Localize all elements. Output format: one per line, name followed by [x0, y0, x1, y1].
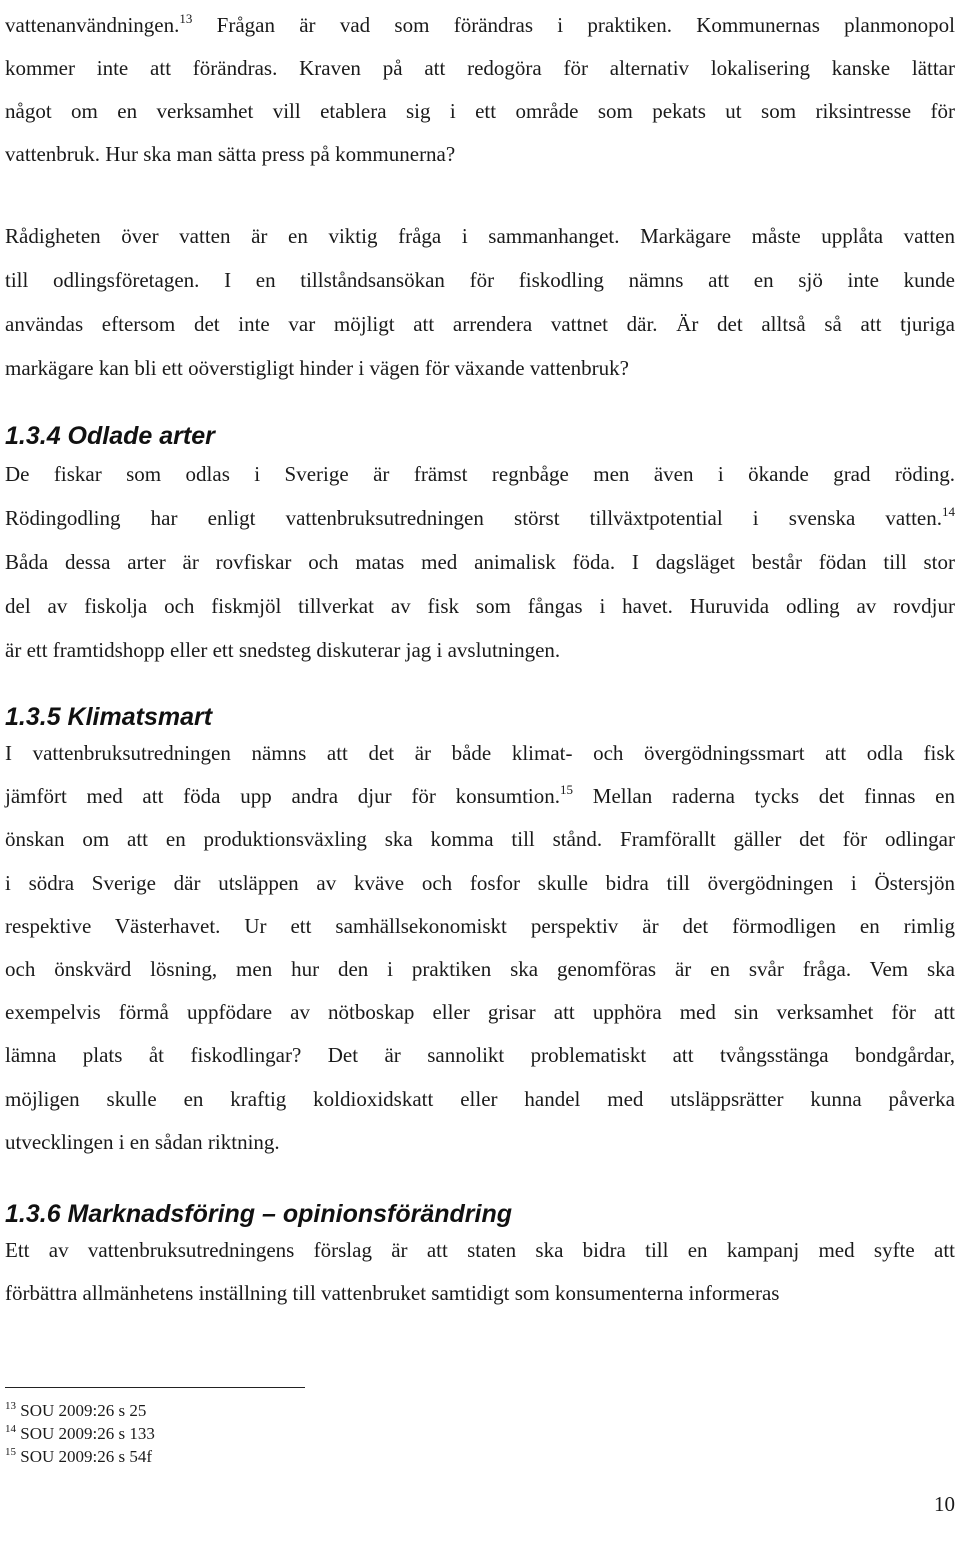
text-line: [5, 258, 955, 302]
text-run: i södra Sverige där utsläppen av kväve och fosfor skulle bidra till övergödningen i Östersjön: [5, 870, 955, 895]
text-run: Båda dessa arter är rovfiskar och matas med animalisk föda. I dagsläget består födan till stor: [5, 550, 955, 574]
text-line: [5, 775, 955, 818]
paragraph-water-rights: [5, 214, 955, 390]
text-line: [5, 1121, 955, 1164]
footnote-14: $^{14}$ SOU 2009:26 s 133: [5, 1423, 155, 1443]
text-run: något om en verksamhet vill etablera sig i ett område som pekats ut som riksintresse för: [5, 99, 955, 123]
text-run: önskan om att en produktionsväxling ska komma till stånd. Framförallt gäller det för odlingar: [5, 827, 955, 852]
text-run: utvecklingen i en sådan riktning.: [5, 1129, 280, 1154]
text-line: [5, 905, 955, 948]
footnote-ref: 15: [560, 782, 574, 798]
text-run: Rödingodling har enligt vattenbruksutredningen störst tillväxtpotential i svenska vatten.: [5, 506, 942, 530]
text-run: Ett av vattenbruksutredningens förslag är att staten ska bidra till en kampanj med syfte att: [5, 1238, 955, 1262]
paragraph-planning: [5, 4, 955, 176]
text-line: [5, 818, 955, 861]
text-line: [5, 1272, 955, 1315]
text-run: I vattenbruksutredningen nämns att det är både klimat- och övergödningssmart att odla fisk: [5, 741, 955, 765]
text-line: [5, 47, 955, 90]
heading-marknadsforing: 1.3.6 Marknadsföring – opinionsförändring: [5, 1200, 513, 1228]
text-line: [5, 346, 955, 390]
text-run: kommer inte att förändras. Kraven på att redogöra för alternativ lokalisering kanske lättar: [5, 56, 955, 80]
text-run: Rådigheten över vatten är en viktig fråga i sammanhanget. Markägare måste upplåta vatten: [5, 224, 955, 248]
heading-klimatsmart: 1.3.5 Klimatsmart: [5, 703, 213, 731]
heading-odlade-arter: 1.3.4 Odlade arter: [5, 422, 215, 450]
text-run: Frågan är vad som förändras i praktiken. Kommunernas planmonopol: [192, 13, 955, 37]
text-line: [5, 496, 955, 540]
text-line: [5, 214, 955, 258]
paragraph-marketing: [5, 1229, 955, 1315]
text-run: markägare kan bli ett oöverstigligt hinder i vägen för växande vattenbruk?: [5, 356, 629, 380]
text-run: Mellan raderna tycks det finnas en: [573, 784, 955, 809]
text-line: [5, 1229, 955, 1272]
text-line: [5, 628, 955, 672]
text-run: De fiskar som odlas i Sverige är främst regnbåge men även i ökande grad röding.: [5, 462, 955, 486]
footnote-ref: 14: [942, 504, 955, 519]
text-line: [5, 1078, 955, 1121]
text-run: vattenbruk. Hur ska man sätta press på kommunerna?: [5, 142, 456, 166]
text-line: [5, 991, 955, 1034]
text-line: [5, 4, 955, 47]
page-number: 10: [934, 1492, 955, 1516]
footnote-separator: [5, 1387, 305, 1388]
text-run: möjligen skulle en kraftig koldioxidskatt eller handel med utsläppsrätter kunna påverka: [5, 1086, 955, 1111]
paragraph-farmed-species: [5, 452, 955, 672]
text-line: [5, 584, 955, 628]
footnote-13: $^{13}$ SOU 2009:26 s 25: [5, 1400, 147, 1420]
text-line: [5, 862, 955, 905]
footnote-15: $^{15}$ SOU 2009:26 s 54f: [5, 1446, 153, 1466]
text-run: förbättra allmänhetens inställning till vattenbruket samtidigt som konsumenterna informeras: [5, 1281, 780, 1305]
text-line: [5, 133, 955, 176]
text-run: exempelvis förmå uppfödare av nötboskap eller grisar att upphöra med sin verksamhet för att: [5, 1000, 955, 1025]
text-line: [5, 90, 955, 133]
text-line: [5, 452, 955, 496]
text-run: respektive Västerhavet. Ur ett samhällsekonomiskt perspektiv är det förmodligen en rimlig: [5, 913, 955, 938]
text-run: användas eftersom det inte var möjligt att arrendera vattnet där. Är det alltså så att tjuriga: [5, 312, 955, 336]
text-run: jämfört med att föda upp andra djur för konsumtion.: [5, 784, 561, 809]
text-line: [5, 732, 955, 775]
text-run: del av fiskolja och fiskmjöl tillverkat av fisk som fångas i havet. Huruvida odling av rovdjur: [5, 594, 955, 618]
paragraph-climate-smart: [5, 732, 955, 1164]
text-line: [5, 540, 955, 584]
text-run: till odlingsföretagen. I en tillståndsansökan för fiskodling nämns att en sjö inte kunde: [5, 268, 955, 292]
text-run: lämna plats åt fiskodlingar? Det är sannolikt problematiskt att tvångsstänga bondgårdar,: [5, 1043, 955, 1068]
footnotes: [5, 1399, 155, 1468]
text-line: [5, 948, 955, 991]
text-line: [5, 302, 955, 346]
text-line: [5, 1034, 955, 1077]
text-run: vattenanvändningen.: [5, 13, 180, 37]
text-run: är ett framtidshopp eller ett snedsteg diskuterar jag i avslutningen.: [5, 638, 561, 662]
text-run: och önskvärd lösning, men hur den i praktiken ska genomföras är en svår fråga. Vem ska: [5, 957, 955, 982]
footnote-ref: 13: [179, 11, 193, 26]
